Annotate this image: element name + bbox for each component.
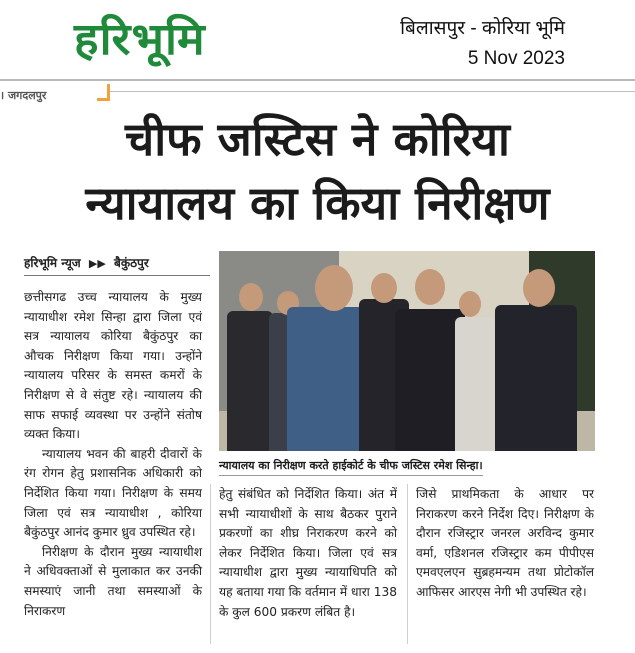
header-divider [0, 79, 635, 81]
top-strip-text: । जगदलपुर [0, 89, 47, 102]
article-headline [0, 108, 635, 234]
col1-paragraph-2: न्यायालय भवन की बाहरी दीवारों के रंग रोगन हेतु प्रशासनिक अधिकारी को निर्देशित किया गया। निरीक्षण के समय जिला एवं सत्र न्यायाधीश , कोरिया बैकुंठपुर आनंद कुमार ध्रुव उपस्थित रहे। [24, 446, 202, 540]
photo-caption-text: न्यायालय का निरीक्षण करते हाईकोर्ट के चीफ जस्टिस रमेश सिन्हा। [219, 458, 483, 476]
corner-bracket [97, 84, 110, 101]
col2-paragraph: हेतु संबंधित को निर्देशित किया। अंत में सभी न्यायाधीशों के साथ बैठकर पुराने प्रकरणों का शीघ्र निराकरण करने को लेकर निर्देशित किया। जिला एवं सत्र न्यायाधीश द्वारा मुख्य न्यायाधिपति को यह बताया गया कि वर्तमान में धारा 138 के कुल 600 प्रकरण लंबित है। [219, 487, 397, 619]
headline-line-1: चीफ जस्टिस ने कोरिया [125, 112, 510, 166]
photo-head-3 [371, 273, 397, 303]
article-photo [219, 251, 595, 451]
col3-paragraph: जिसे प्राथमिकता के आधार पर निराकरण करने निर्देश दिए। निरीक्षण के दौरान रजिस्ट्रार जनरल अरविन्द कुमार वर्मा, एडिशनल रजिस्ट्रार कम पीपीएस एमवएलएन सुब्रहमन्यम तथा प्रोटोकॉल आफिसर आरएस नेगी भी उपस्थित रहे। [416, 487, 594, 599]
column-divider-2 [407, 484, 408, 644]
byline-place: बैकुंठपुर [114, 256, 149, 270]
col1-paragraph-1: छत्तीसगढ उच्च न्यायालय के मुख्य न्यायाधीश रमेश सिन्हा द्वारा जिला एवं सत्र न्यायालय कोरिया बैकुंठपुर का औचक निरीक्षण किया गया। उन्होंने न्यायालय परिसर के समस्त कमरों के निरीक्षण से वे संतुष्ट रहे। न्यायालय की साफ सफाई व्यवस्था पर उन्होंने संतोष व्यक्त किया। [24, 290, 202, 442]
clipping-top-strip [0, 82, 635, 104]
newspaper-header [0, 0, 635, 80]
photo-caption [219, 458, 595, 476]
double-arrow-icon: ▶▶ [88, 257, 106, 270]
article-column-3 [416, 485, 594, 603]
newspaper-logo: हरिभूमि [74, 14, 206, 65]
photo-person-5 [455, 317, 495, 451]
photo-head-1 [239, 283, 263, 311]
edition-place: बिलासपुर - कोरिया भूमि [400, 18, 565, 39]
top-strip-line [110, 91, 635, 92]
byline [24, 254, 210, 276]
photo-head-4 [415, 269, 445, 305]
photo-person-6 [495, 305, 577, 451]
photo-head-6 [523, 269, 555, 307]
column-divider-1 [210, 484, 211, 644]
photo-head-5 [459, 291, 481, 317]
edition-date: 5 Nov 2023 [467, 48, 565, 69]
col1-paragraph-3: निरीक्षण के दौरान मुख्य न्यायाधीश ने अधिवक्ताओं से मुलाकात कर उनकी समस्याएं जानी तथा समस्याओं के निराकरण [24, 544, 202, 618]
article-column-2 [219, 485, 397, 622]
article-column-1 [24, 288, 202, 621]
headline-line-2: न्यायालय का किया निरीक्षण [85, 176, 550, 230]
photo-person-1 [227, 311, 273, 451]
photo-head-chief [315, 265, 353, 311]
byline-source: हरिभूमि न्यूज [24, 256, 81, 270]
